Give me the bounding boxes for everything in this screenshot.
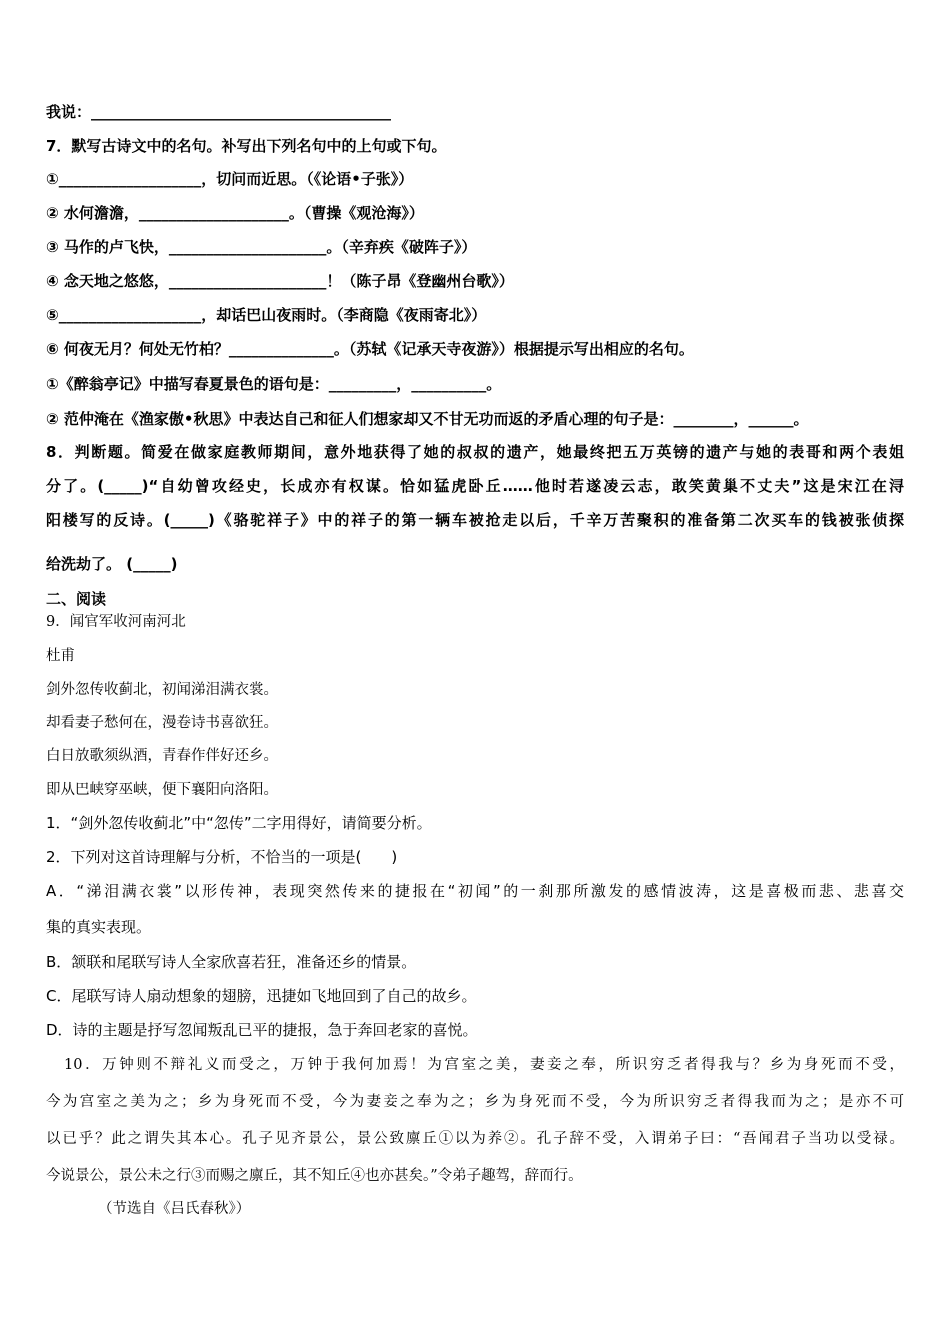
- q7-item: ③ 马作的卢飞快，_____________________。（辛弃疾《破阵子》）: [46, 238, 477, 256]
- q10-line: 以已乎？此之谓失其本心。孔子见齐景公，景公致廪丘①以为养②。孔子辞不受，入谓弟子曰：“吾闻君子当功以受禄。: [46, 1131, 904, 1147]
- q7-item: ⑤___________________，却话巴山夜雨时。（李商隐《夜雨寄北》）: [46, 306, 487, 324]
- section-heading: 二、阅读: [46, 590, 107, 608]
- option-c: C．尾联写诗人扇动想象的翅膀，迅捷如飞地回到了自己的故乡。: [46, 987, 477, 1005]
- q7-item: ①《醉翁亭记》中描写春夏景色的语句是：_________，__________。: [46, 375, 502, 393]
- poem-line: 白日放歌须纵酒，青春作伴好还乡。: [46, 748, 278, 764]
- q7-item: ④ 念天地之悠悠，_____________________！（陈子昂《登幽州台歌》）: [46, 272, 514, 290]
- q10-line: 今为宫室之美为之；乡为身死而不受，今为妻妾之奉为之；乡为身死而不受，今为所识穷乏者得我而为之；是亦不可: [46, 1094, 904, 1110]
- q7-item: ①___________________，切问而近思。（《论语•子张》）: [46, 170, 414, 188]
- option-a-cont: 集的真实表现。: [46, 918, 152, 936]
- option-a: A．“涕泪满衣裳”以形传神，表现突然传来的捷报在“初闻”的一刹那所激发的感情波涛，这是喜极而悲、悲喜交: [46, 882, 904, 900]
- option-b: B．颔联和尾联写诗人全家欣喜若狂，准备还乡的情景。: [46, 953, 417, 971]
- poem-line: 却看妻子愁何在，漫卷诗书喜欲狂。: [46, 715, 278, 731]
- q10-source: （节选自《吕氏春秋》）: [98, 1201, 251, 1217]
- poem-author: 杜甫: [46, 648, 75, 664]
- q6-answer-line: 我说：________________________________________: [46, 103, 392, 121]
- poem-line: 即从巴峡穿巫峡，便下襄阳向洛阳。: [46, 782, 278, 798]
- q8-line: 8．判断题。简爱在做家庭教师期间，意外地获得了她的叔叔的遗产，她最终把五万英镑的遗产与她的表哥和两个表姐: [46, 443, 904, 461]
- poem-line: 剑外忽传收蓟北，初闻涕泪满衣裳。: [46, 682, 278, 698]
- q10-line: 10．万钟则不辩礼义而受之，万钟于我何加焉！为宫室之美，妻妾之奉，所识穷乏者得我与？乡为身死而不受，: [64, 1057, 904, 1073]
- q7-item: ② 水何澹澹，____________________。（曹操《观沧海》）: [46, 204, 424, 222]
- poem-title: 9．闻官军收河南河北: [46, 614, 186, 630]
- option-d: D．诗的主题是抒写忽闻叛乱已平的捷报，急于奔回老家的喜悦。: [46, 1021, 478, 1039]
- q9-sub-question: 1．“剑外忽传收蓟北”中“忽传”二字用得好，请简要分析。: [46, 814, 432, 832]
- q9-sub-question: 2．下列对这首诗理解与分析，不恰当的一项是( ): [46, 848, 398, 866]
- q10-line: 今说景公，景公未之行③而赐之廪丘，其不知丘④也亦甚矣。”令弟子趣驾，辞而行。: [46, 1168, 583, 1184]
- q7-item: ⑥ 何夜无月？何处无竹柏？______________。（苏轼《记承天寺夜游》）根据提示写出相应的名句。: [46, 340, 694, 358]
- q8-line: 分了。(_____)“自幼曾攻经史，长成亦有权谋。恰如猛虎卧丘……他时若遂凌云志，敢笑黄巢不丈夫”这是宋江在浔: [46, 477, 904, 495]
- q7-title: 7．默写古诗文中的名句。补写出下列名句中的上句或下句。: [46, 137, 447, 155]
- q8-line: 给洗劫了。 (_____): [46, 555, 178, 573]
- q7-item: ② 范仲淹在《渔家傲•秋思》中表达自己和征人们想家却又不甘无功而返的矛盾心理的句子是：________，______。: [46, 410, 809, 428]
- q8-line: 阳楼写的反诗。(_____)《骆驼祥子》中的祥子的第一辆车被抢走以后，千辛万苦聚积的准备第二次买车的钱被张侦探: [46, 511, 904, 529]
